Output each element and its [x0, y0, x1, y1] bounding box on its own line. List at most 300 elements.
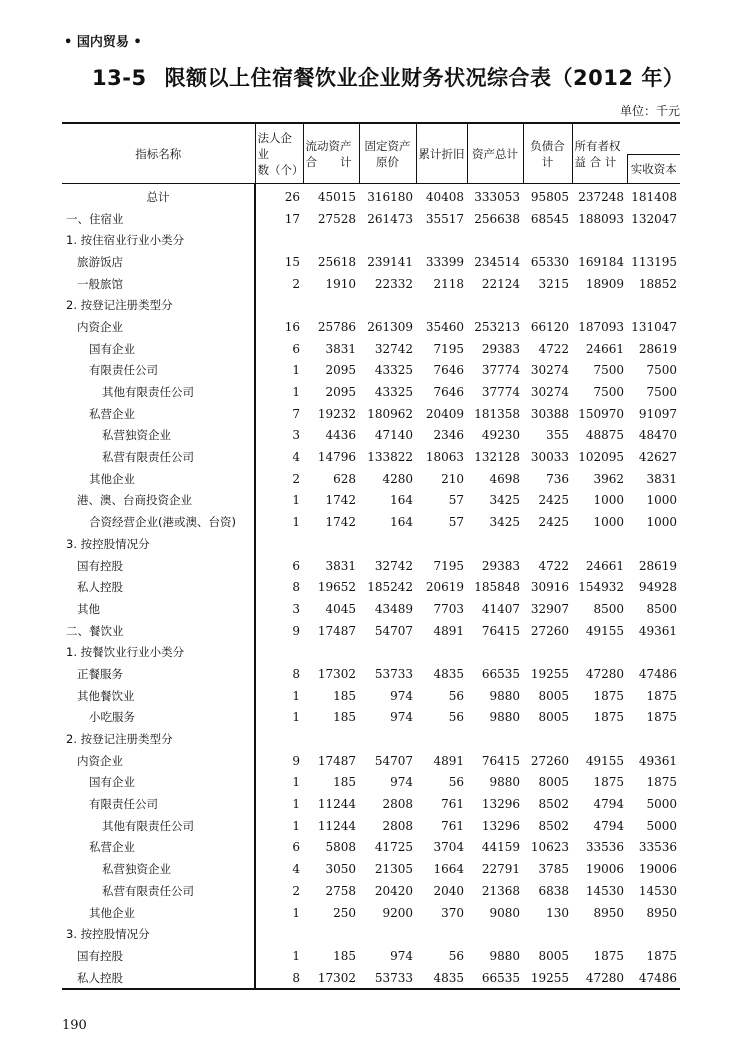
cell-value: 185848 — [474, 580, 520, 595]
cell-value: 17487 — [317, 623, 356, 638]
table-row — [62, 641, 680, 663]
cell-value — [523, 641, 572, 663]
cell-value: 49155 — [585, 623, 624, 638]
cell-value — [359, 728, 416, 750]
row-label: 二、餐饮业 — [62, 620, 255, 642]
cell-value: 66120 — [530, 319, 569, 334]
cell-value: 1875 — [646, 775, 677, 790]
cell-value: 29383 — [481, 341, 520, 356]
cell-value: 3 — [292, 601, 300, 616]
cell-value: 35460 — [425, 319, 464, 334]
row-label: 私营独资企业 — [62, 858, 255, 880]
cell-value: 113195 — [631, 254, 677, 269]
cell-value: 11244 — [317, 818, 356, 833]
cell-value: 974 — [390, 710, 413, 725]
cell-value: 9880 — [489, 948, 520, 963]
table-row — [62, 685, 680, 707]
header-line: 所有者权 — [574, 138, 621, 153]
row-label: 私人控股 — [62, 576, 255, 598]
cell-value: 8 — [292, 580, 300, 595]
cell-value: 19006 — [585, 862, 624, 877]
cell-value — [303, 294, 359, 316]
cell-value: 20420 — [374, 883, 413, 898]
table-row — [62, 468, 680, 490]
cell-value: 21305 — [374, 862, 413, 877]
cell-value: 30274 — [530, 363, 569, 378]
cell-value: 76415 — [481, 623, 520, 638]
cell-value — [416, 533, 467, 555]
cell-value: 4698 — [489, 471, 520, 486]
cell-value: 2346 — [433, 428, 464, 443]
cell-value: 181408 — [631, 189, 677, 204]
cell-value: 54707 — [374, 753, 413, 768]
cell-value: 1000 — [646, 515, 677, 530]
cell-value: 19232 — [317, 406, 356, 421]
cell-value: 6 — [292, 840, 300, 855]
cell-value: 32742 — [374, 341, 413, 356]
cell-value: 130 — [546, 905, 569, 920]
row-label: 其他餐饮业 — [62, 685, 255, 707]
cell-value: 8005 — [538, 688, 569, 703]
cell-value: 2095 — [325, 363, 356, 378]
cell-value — [255, 923, 303, 945]
row-label: 1. 按餐饮业行业小类分 — [62, 641, 255, 663]
cell-value: 17 — [284, 211, 300, 226]
table-row — [62, 316, 680, 338]
table-row — [62, 728, 680, 750]
header-fixed-assets — [359, 123, 416, 184]
cell-value: 30274 — [530, 385, 569, 400]
cell-value: 2425 — [538, 493, 569, 508]
cell-value: 56 — [448, 775, 464, 790]
cell-value: 9 — [292, 623, 300, 638]
cell-value — [627, 294, 680, 316]
cell-value: 32907 — [530, 601, 569, 616]
cell-value: 164 — [390, 515, 413, 530]
cell-value — [467, 923, 523, 945]
table-title: 限额以上住宿餐饮业企业财务状况综合表（2012 年） — [164, 66, 685, 90]
cell-value: 8005 — [538, 775, 569, 790]
cell-value: 1 — [292, 363, 300, 378]
cell-value — [467, 533, 523, 555]
cell-value: 169184 — [578, 254, 624, 269]
cell-value: 37774 — [481, 363, 520, 378]
table-row — [62, 446, 680, 468]
cell-value: 237248 — [578, 189, 624, 204]
cell-value — [627, 229, 680, 251]
cell-value: 2040 — [433, 883, 464, 898]
cell-value: 24661 — [585, 341, 624, 356]
cell-value: 15 — [284, 254, 300, 269]
table-row — [62, 663, 680, 685]
cell-value: 2 — [292, 276, 300, 291]
cell-value: 28619 — [638, 558, 677, 573]
header-line: 固定资产 — [364, 138, 411, 153]
cell-value: 7195 — [433, 341, 464, 356]
cell-value: 2808 — [382, 818, 413, 833]
cell-value: 91097 — [638, 406, 677, 421]
row-label: 2. 按登记注册类型分 — [62, 728, 255, 750]
cell-value: 1875 — [593, 710, 624, 725]
cell-value: 20619 — [425, 580, 464, 595]
cell-value: 16 — [284, 319, 300, 334]
cell-value: 26 — [284, 189, 300, 204]
cell-value: 47140 — [374, 428, 413, 443]
cell-value: 185 — [333, 948, 356, 963]
cell-value: 185242 — [367, 580, 413, 595]
table-row — [62, 208, 680, 230]
cell-value: 17487 — [317, 753, 356, 768]
cell-value — [572, 923, 627, 945]
cell-value: 22332 — [374, 276, 413, 291]
cell-value: 8 — [292, 666, 300, 681]
row-label: 一般旅馆 — [62, 273, 255, 295]
cell-value: 14530 — [585, 883, 624, 898]
cell-value — [523, 294, 572, 316]
row-label: 总计 — [62, 184, 255, 208]
cell-value: 48875 — [585, 428, 624, 443]
cell-value: 4891 — [433, 753, 464, 768]
header-indicator-name: 指标名称 — [62, 123, 255, 184]
cell-value: 1000 — [593, 515, 624, 530]
cell-value: 333053 — [474, 189, 520, 204]
cell-value: 7195 — [433, 558, 464, 573]
row-label: 1. 按住宿业行业小类分 — [62, 229, 255, 251]
cell-value: 1 — [292, 385, 300, 400]
cell-value: 256638 — [474, 211, 520, 226]
table-number: 13-5 — [92, 66, 147, 90]
row-label: 其他企业 — [62, 902, 255, 924]
cell-value: 164 — [390, 493, 413, 508]
row-label: 私营企业 — [62, 403, 255, 425]
cell-value: 7500 — [593, 385, 624, 400]
cell-value: 974 — [390, 775, 413, 790]
cell-value: 27260 — [530, 753, 569, 768]
table-row — [62, 381, 680, 403]
cell-value: 1000 — [593, 493, 624, 508]
cell-value: 185 — [333, 688, 356, 703]
cell-value: 21368 — [481, 883, 520, 898]
cell-value: 30033 — [530, 450, 569, 465]
cell-value: 1875 — [646, 710, 677, 725]
row-label: 国有企业 — [62, 772, 255, 794]
row-label: 其他企业 — [62, 468, 255, 490]
cell-value — [523, 923, 572, 945]
cell-value: 6838 — [538, 883, 569, 898]
cell-value: 3215 — [538, 276, 569, 291]
cell-value: 7500 — [646, 363, 677, 378]
row-label: 私营企业 — [62, 837, 255, 859]
cell-value: 8950 — [593, 905, 624, 920]
row-label: 有限责任公司 — [62, 360, 255, 382]
cell-value: 4 — [292, 862, 300, 877]
row-label: 私营有限责任公司 — [62, 446, 255, 468]
cell-value — [572, 229, 627, 251]
header-liabilities: 负债合计 — [523, 123, 572, 184]
row-label: 3. 按控股情况分 — [62, 923, 255, 945]
cell-value: 56 — [448, 948, 464, 963]
header-paid-in-capital: 实收资本 — [627, 155, 680, 184]
cell-value: 49361 — [638, 753, 677, 768]
cell-value: 4835 — [433, 666, 464, 681]
cell-value: 41407 — [481, 601, 520, 616]
cell-value: 185 — [333, 775, 356, 790]
cell-value — [572, 641, 627, 663]
cell-value — [572, 294, 627, 316]
cell-value: 28619 — [638, 341, 677, 356]
row-label: 国有控股 — [62, 945, 255, 967]
table-row — [62, 533, 680, 555]
row-label: 国有企业 — [62, 338, 255, 360]
cell-value: 43325 — [374, 363, 413, 378]
cell-value: 44159 — [481, 840, 520, 855]
cell-value: 3831 — [325, 558, 356, 573]
cell-value: 1 — [292, 818, 300, 833]
cell-value: 3785 — [538, 862, 569, 877]
row-label: 港、澳、台商投资企业 — [62, 490, 255, 512]
cell-value: 253213 — [474, 319, 520, 334]
cell-value: 185 — [333, 710, 356, 725]
cell-value — [627, 923, 680, 945]
table-row — [62, 360, 680, 382]
table-row — [62, 837, 680, 859]
header-line: 益 合 计 — [574, 154, 617, 169]
cell-value: 56 — [448, 710, 464, 725]
cell-value: 180962 — [367, 406, 413, 421]
cell-value: 1875 — [646, 688, 677, 703]
header-line: 原价 — [376, 154, 399, 169]
row-label: 私人控股 — [62, 967, 255, 990]
cell-value: 25618 — [317, 254, 356, 269]
unit-label: 单位：千元 — [619, 104, 680, 118]
row-label: 合资经营企业(港或澳、台资) — [62, 511, 255, 533]
cell-value: 76415 — [481, 753, 520, 768]
cell-value: 22124 — [481, 276, 520, 291]
cell-value: 4794 — [593, 818, 624, 833]
cell-value: 30916 — [530, 580, 569, 595]
cell-value: 150970 — [578, 406, 624, 421]
cell-value: 8 — [255, 967, 303, 990]
table-row — [62, 184, 680, 208]
cell-value — [416, 294, 467, 316]
cell-value: 30388 — [530, 406, 569, 421]
cell-value: 261473 — [367, 211, 413, 226]
cell-value: 7703 — [433, 601, 464, 616]
cell-value: 47486 — [627, 967, 680, 990]
row-label: 小吃服务 — [62, 707, 255, 729]
cell-value: 102095 — [578, 450, 624, 465]
cell-value: 4045 — [325, 601, 356, 616]
cell-value: 1 — [292, 797, 300, 812]
cell-value — [572, 533, 627, 555]
cell-value: 9880 — [489, 688, 520, 703]
cell-value: 6 — [292, 341, 300, 356]
cell-value: 370 — [441, 905, 464, 920]
table-row — [62, 511, 680, 533]
cell-value — [467, 728, 523, 750]
cell-value: 1910 — [325, 276, 356, 291]
table-row — [62, 707, 680, 729]
header-depreciation: 累计折旧 — [416, 123, 467, 184]
table-row — [62, 229, 680, 251]
table-row — [62, 251, 680, 273]
cell-value: 24661 — [585, 558, 624, 573]
cell-value: 8500 — [646, 601, 677, 616]
cell-value — [523, 533, 572, 555]
cell-value: 42627 — [638, 450, 677, 465]
cell-value: 1000 — [646, 493, 677, 508]
cell-value — [255, 294, 303, 316]
cell-value: 49230 — [481, 428, 520, 443]
cell-value: 4436 — [325, 428, 356, 443]
cell-value: 132128 — [474, 450, 520, 465]
cell-value: 18063 — [425, 450, 464, 465]
cell-value: 9 — [292, 753, 300, 768]
cell-value: 761 — [441, 797, 464, 812]
cell-value — [467, 641, 523, 663]
cell-value: 53733 — [374, 666, 413, 681]
cell-value: 33399 — [425, 254, 464, 269]
cell-value: 3831 — [646, 471, 677, 486]
cell-value — [359, 229, 416, 251]
row-label: 内资企业 — [62, 316, 255, 338]
cell-value — [255, 728, 303, 750]
cell-value: 8005 — [538, 948, 569, 963]
cell-value: 17302 — [303, 967, 359, 990]
cell-value: 187093 — [578, 319, 624, 334]
cell-value — [416, 641, 467, 663]
cell-value: 4722 — [538, 341, 569, 356]
cell-value — [359, 533, 416, 555]
header-equity — [572, 123, 627, 184]
cell-value: 181358 — [474, 406, 520, 421]
cell-value: 48470 — [638, 428, 677, 443]
cell-value — [303, 533, 359, 555]
cell-value: 1875 — [646, 948, 677, 963]
cell-value: 133822 — [367, 450, 413, 465]
cell-value: 7500 — [593, 363, 624, 378]
cell-value: 25786 — [317, 319, 356, 334]
cell-value: 54707 — [374, 623, 413, 638]
header-spacer — [627, 123, 680, 155]
table-row — [62, 923, 680, 945]
table-row — [62, 273, 680, 295]
cell-value — [303, 641, 359, 663]
cell-value: 32742 — [374, 558, 413, 573]
table-row — [62, 425, 680, 447]
table-row — [62, 967, 680, 990]
cell-value: 7 — [292, 406, 300, 421]
cell-value: 3 — [292, 428, 300, 443]
cell-value: 14530 — [638, 883, 677, 898]
row-label: 3. 按控股情况分 — [62, 533, 255, 555]
table-row — [62, 902, 680, 924]
cell-value — [416, 728, 467, 750]
cell-value: 13296 — [481, 797, 520, 812]
table-row — [62, 815, 680, 837]
cell-value: 10623 — [530, 840, 569, 855]
header-current-assets — [303, 123, 359, 184]
cell-value — [523, 728, 572, 750]
cell-value: 132047 — [631, 211, 677, 226]
cell-value: 57 — [448, 515, 464, 530]
header-line: 合 计 — [305, 154, 352, 169]
table-row — [62, 620, 680, 642]
cell-value: 239141 — [367, 254, 413, 269]
cell-value — [255, 229, 303, 251]
cell-value: 9080 — [489, 905, 520, 920]
cell-value: 22791 — [481, 862, 520, 877]
cell-value: 17302 — [317, 666, 356, 681]
cell-value: 736 — [546, 471, 569, 486]
cell-value: 19652 — [317, 580, 356, 595]
page-number: 190 — [62, 1018, 87, 1033]
cell-value: 40408 — [425, 189, 464, 204]
cell-value: 1875 — [593, 775, 624, 790]
cell-value: 1664 — [433, 862, 464, 877]
cell-value: 4280 — [382, 471, 413, 486]
row-label: 一、住宿业 — [62, 208, 255, 230]
cell-value: 7646 — [433, 385, 464, 400]
cell-value: 761 — [441, 818, 464, 833]
row-label: 其他 — [62, 598, 255, 620]
row-label: 有限责任公司 — [62, 793, 255, 815]
cell-value: 188093 — [578, 211, 624, 226]
cell-value: 27260 — [530, 623, 569, 638]
cell-value: 974 — [390, 688, 413, 703]
cell-value: 14796 — [317, 450, 356, 465]
cell-value: 2425 — [538, 515, 569, 530]
cell-value: 3962 — [593, 471, 624, 486]
cell-value — [359, 294, 416, 316]
row-label: 其他有限责任公司 — [62, 381, 255, 403]
cell-value — [572, 728, 627, 750]
cell-value: 47280 — [572, 967, 627, 990]
cell-value: 8005 — [538, 710, 569, 725]
cell-value — [627, 533, 680, 555]
cell-value — [467, 229, 523, 251]
cell-value: 3050 — [325, 862, 356, 877]
cell-value: 49361 — [638, 623, 677, 638]
financial-table — [62, 122, 680, 990]
cell-value: 131047 — [631, 319, 677, 334]
cell-value — [467, 294, 523, 316]
cell-value: 1 — [292, 493, 300, 508]
cell-value: 154932 — [578, 580, 624, 595]
row-label: 私营有限责任公司 — [62, 880, 255, 902]
row-label: 正餐服务 — [62, 663, 255, 685]
cell-value: 8502 — [538, 818, 569, 833]
table-row — [62, 403, 680, 425]
cell-value: 41725 — [374, 840, 413, 855]
table-row — [62, 338, 680, 360]
cell-value: 19255 — [523, 967, 572, 990]
cell-value: 9880 — [489, 710, 520, 725]
cell-value: 3831 — [325, 341, 356, 356]
cell-value: 43489 — [374, 601, 413, 616]
cell-value: 4891 — [433, 623, 464, 638]
cell-value: 20409 — [425, 406, 464, 421]
cell-value — [359, 641, 416, 663]
table-row — [62, 793, 680, 815]
cell-value: 4722 — [538, 558, 569, 573]
cell-value: 95805 — [530, 189, 569, 204]
cell-value: 19255 — [530, 666, 569, 681]
cell-value: 2758 — [325, 883, 356, 898]
cell-value: 19006 — [638, 862, 677, 877]
cell-value: 18852 — [638, 276, 677, 291]
row-label: 旅游饭店 — [62, 251, 255, 273]
